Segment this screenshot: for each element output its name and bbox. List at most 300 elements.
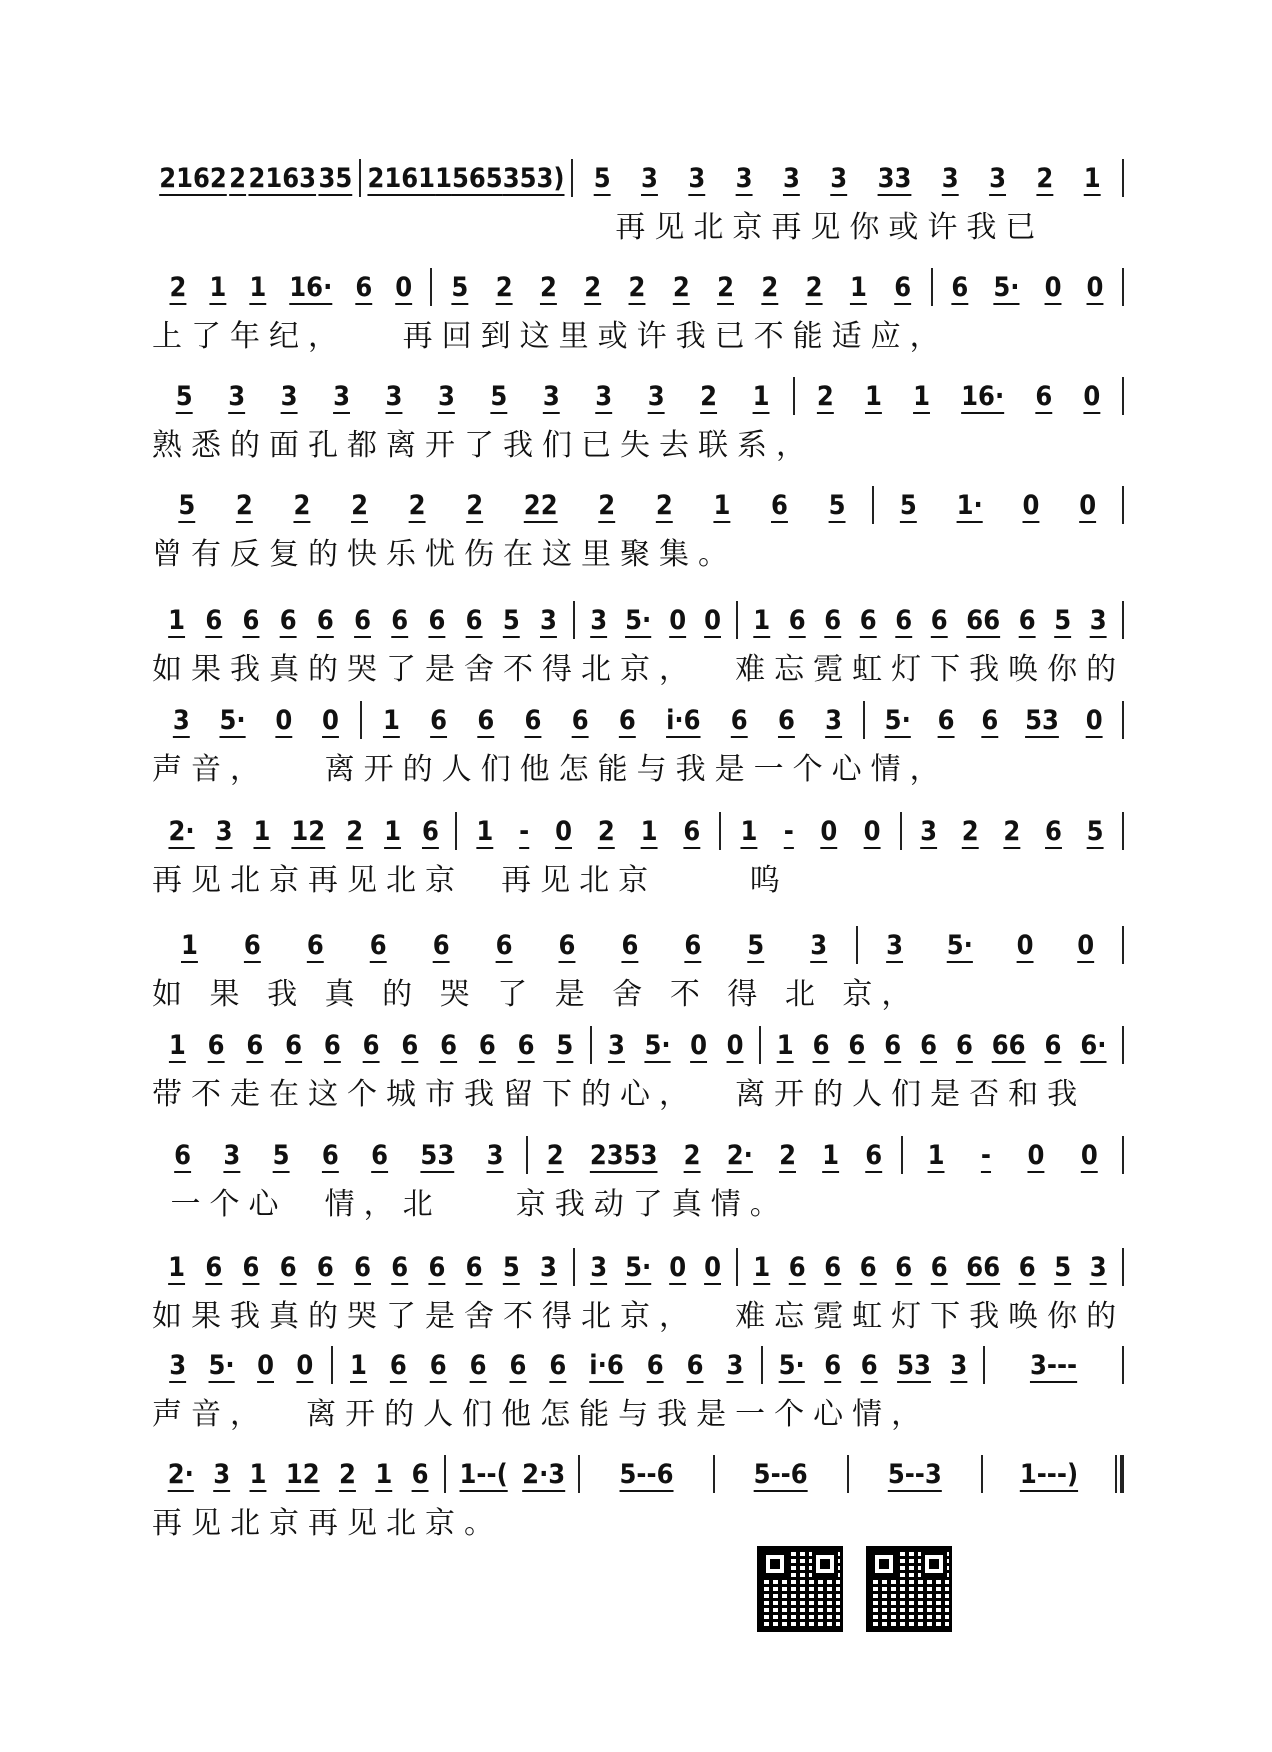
note: 6: [517, 1029, 535, 1061]
note: 0: [726, 1029, 744, 1061]
note: 2: [779, 1139, 796, 1171]
lyrics-line: 上了年纪， 再回到这里或许我已不能适应，: [152, 319, 949, 354]
note: 3: [280, 380, 298, 412]
note: 3: [486, 1139, 504, 1171]
note: 1: [740, 815, 758, 847]
note: 2: [700, 380, 718, 412]
note: 6: [730, 704, 748, 736]
note: 0: [820, 815, 838, 847]
lyrics-line: 再见北京再见北京。: [152, 1506, 503, 1541]
measure: [152, 381, 793, 412]
note: 1: [822, 1139, 840, 1171]
note: 5--6: [753, 1458, 808, 1490]
note: 2: [584, 271, 602, 303]
note: 6: [205, 604, 223, 636]
note: 5·: [778, 1349, 805, 1381]
measure: [573, 163, 1123, 194]
barline: [1122, 268, 1124, 306]
note: -: [980, 1139, 992, 1171]
note: 2163: [248, 162, 317, 194]
measure: [763, 1350, 983, 1381]
note: 2: [466, 489, 484, 521]
notation-line: [152, 927, 1124, 963]
note: 6: [207, 1029, 225, 1061]
note: 0: [1016, 929, 1034, 961]
note: 5: [1054, 604, 1072, 636]
note: 1: [1083, 162, 1101, 194]
measure: [528, 1140, 902, 1171]
score-row: [152, 378, 1124, 463]
note: 3: [540, 1251, 557, 1283]
measure: [715, 1459, 847, 1490]
qr-code-left: [757, 1546, 843, 1632]
lyrics-line: 如果我真的哭了是舍不得北京， 难忘霓虹灯下我唤你的: [152, 1299, 1126, 1334]
note: 2: [717, 271, 734, 303]
note: 0: [257, 1349, 274, 1381]
note: 6: [429, 1349, 447, 1381]
note: 6: [469, 1349, 487, 1381]
note: 2: [235, 489, 253, 521]
note: 1: [435, 162, 452, 194]
note: 3: [920, 815, 938, 847]
note: 33: [877, 162, 912, 194]
note: 1: [350, 1349, 367, 1381]
note: 6: [362, 1029, 380, 1061]
note: 353): [502, 162, 565, 194]
barline: [1122, 159, 1124, 197]
note: 6: [930, 1251, 948, 1283]
note: 5·: [644, 1029, 671, 1061]
note: 22: [523, 489, 558, 521]
barline: [1122, 812, 1124, 850]
barline: [1122, 1346, 1124, 1384]
note: 0: [395, 271, 413, 303]
note: 6: [549, 1349, 567, 1381]
note: 66: [966, 1251, 1001, 1283]
note: 6: [478, 1029, 496, 1061]
note: 6: [465, 604, 483, 636]
note: 6: [955, 1029, 973, 1061]
note: 5·: [208, 1349, 235, 1381]
note: 6: [859, 604, 877, 636]
note: 6: [1035, 380, 1053, 412]
note: 5·: [884, 704, 911, 736]
measure: [575, 1252, 736, 1283]
note: 2: [346, 815, 364, 847]
lyrics-line: 再见北京再见你或许我已: [152, 210, 1045, 245]
note: 2: [672, 271, 690, 303]
note: 6: [391, 604, 409, 636]
note: 6: [981, 704, 999, 736]
note: 2: [539, 271, 557, 303]
note: 1---): [1019, 1458, 1079, 1490]
note: 53: [897, 1349, 931, 1381]
note: 5: [593, 162, 611, 194]
notation-line: [152, 160, 1124, 196]
note: 2: [1003, 815, 1021, 847]
note: 6: [524, 704, 542, 736]
measure: [152, 930, 856, 961]
note: i·6: [666, 704, 701, 736]
note: 0: [1044, 271, 1062, 303]
measure: [738, 605, 1122, 636]
note: 5: [490, 380, 508, 412]
note: 3: [590, 604, 608, 636]
note: 0: [669, 1251, 687, 1283]
note: 53: [1025, 704, 1059, 736]
note: 3: [886, 929, 904, 961]
note: 5·: [946, 929, 973, 961]
note: 0: [863, 815, 881, 847]
note: 1: [168, 1029, 186, 1061]
note: 1: [375, 1458, 393, 1490]
note: 6: [495, 929, 513, 961]
note: 2·: [726, 1139, 753, 1171]
note: 6: [848, 1029, 866, 1061]
measure: [152, 163, 359, 194]
note: 5: [178, 489, 196, 521]
note: 66: [966, 604, 1001, 636]
measure: [858, 930, 1122, 961]
note: 1: [476, 815, 494, 847]
note: 2: [546, 1139, 564, 1171]
note: 2: [597, 815, 615, 847]
note: 1: [753, 604, 771, 636]
note: 16·: [961, 380, 1005, 412]
measure: [152, 605, 573, 636]
measure: [152, 705, 360, 736]
note: 6: [646, 1349, 664, 1381]
note: 6: [428, 1251, 446, 1283]
note: 2: [655, 489, 673, 521]
notation-line: [152, 1027, 1124, 1063]
note: 0: [1085, 704, 1103, 736]
note: -: [519, 815, 530, 847]
score-row: [152, 602, 1126, 687]
measure: [849, 1459, 981, 1490]
note: 6: [824, 1251, 842, 1283]
measure: [333, 1350, 761, 1381]
score-row: [152, 702, 1124, 787]
score-row: [152, 487, 1124, 572]
note: 6: [860, 1349, 878, 1381]
note: 6: [1045, 815, 1062, 847]
note: 6: [369, 929, 387, 961]
measure: [874, 490, 1122, 521]
score-row: [152, 813, 1124, 898]
note: 2162: [159, 162, 227, 194]
note: 0: [1077, 929, 1095, 961]
note: 3: [825, 704, 843, 736]
note: 1: [253, 815, 271, 847]
notation-line: [152, 1456, 1124, 1492]
note: 6: [895, 1251, 913, 1283]
measure: [575, 605, 736, 636]
note: 3: [830, 162, 848, 194]
notation-line: [152, 487, 1124, 523]
barline: [1122, 377, 1124, 415]
note: 1: [382, 704, 400, 736]
measure: [592, 1030, 759, 1061]
score-row: [152, 1249, 1126, 1334]
note: 0: [1086, 271, 1104, 303]
note: 6: [684, 929, 702, 961]
barline: [1122, 1136, 1124, 1174]
note: 3: [941, 162, 959, 194]
measure: [432, 272, 931, 303]
note: 0: [275, 704, 293, 736]
note: 1: [168, 1251, 186, 1283]
score-row: [152, 1027, 1124, 1112]
note: 5·: [993, 271, 1020, 303]
barline: [1115, 1455, 1124, 1493]
notation-line: [152, 1249, 1124, 1285]
note: 3: [595, 380, 613, 412]
note: 6: [246, 1029, 264, 1061]
note: 6: [895, 604, 913, 636]
note: 6: [865, 1139, 883, 1171]
measure: [580, 1459, 712, 1490]
note: 6: [884, 1029, 902, 1061]
note: 3: [215, 815, 233, 847]
measure: [362, 705, 863, 736]
note: 2: [1036, 162, 1054, 194]
note: 16·: [289, 271, 333, 303]
note: 6: [1044, 1029, 1062, 1061]
note: 0: [1079, 489, 1097, 521]
note: 6: [428, 604, 446, 636]
note: 0: [322, 704, 339, 736]
note: 5: [272, 1139, 290, 1171]
measure: [152, 1030, 590, 1061]
note: 6: [859, 1251, 877, 1283]
notation-line: [152, 378, 1124, 414]
note: 5: [899, 489, 917, 521]
measure: [457, 816, 719, 847]
note: 6: [788, 1251, 806, 1283]
note: 5: [502, 604, 520, 636]
note: 2: [761, 271, 779, 303]
note: 6: [432, 929, 450, 961]
note: 1: [249, 271, 267, 303]
note: 6: [389, 1349, 407, 1381]
note: 6: [371, 1139, 389, 1171]
note: 6: [812, 1029, 830, 1061]
note: 6: [306, 929, 324, 961]
note: 6: [930, 604, 948, 636]
note: 2353: [589, 1139, 658, 1171]
note: 3: [989, 162, 1007, 194]
note: 565: [451, 162, 503, 194]
barline: [1122, 1026, 1124, 1064]
note: 3: [228, 380, 246, 412]
note: 6: [279, 604, 297, 636]
note: 12: [285, 1458, 320, 1490]
note: 3: [641, 162, 658, 194]
lyrics-line: 带不走在这个城市我留下的心， 离开的人们是否和我: [152, 1077, 1087, 1112]
note: 2: [229, 162, 247, 194]
note: 0: [704, 1251, 721, 1283]
lyrics-line: 一个心 情，北 京我动了真情。: [152, 1187, 789, 1222]
note: 6: [354, 1251, 371, 1283]
note: 6: [788, 604, 806, 636]
note: 5·: [625, 604, 652, 636]
note: 6: [824, 604, 842, 636]
note: 1: [864, 380, 882, 412]
note: 6: [323, 1029, 341, 1061]
note: 6·: [1080, 1029, 1107, 1061]
note: 35: [318, 162, 353, 194]
note: 53: [420, 1139, 455, 1171]
note: 5: [828, 489, 846, 521]
note: 5: [747, 929, 765, 961]
note: 6: [243, 929, 261, 961]
note: i·6: [589, 1349, 624, 1381]
note: 5: [556, 1029, 574, 1061]
note: 0: [1027, 1139, 1045, 1171]
lyrics-line: 再见北京再见北京 再见北京 呜: [152, 863, 789, 898]
note: 6: [509, 1349, 527, 1381]
note: 3: [647, 380, 665, 412]
notation-line: [152, 813, 1124, 849]
qr-code-right: [866, 1546, 952, 1632]
note: 3: [542, 380, 560, 412]
note: 2: [816, 380, 834, 412]
lyrics-line: 曾有反复的快乐忧伤在这里聚集。: [152, 537, 737, 572]
measure: [985, 1350, 1122, 1381]
note: 3: [385, 380, 403, 412]
note: 1: [776, 1029, 794, 1061]
note: 1: [913, 380, 930, 412]
note: 6: [242, 1251, 260, 1283]
note: 2·: [167, 1458, 194, 1490]
note: 6: [316, 1251, 334, 1283]
measure: [761, 1030, 1122, 1061]
measure: [933, 272, 1122, 303]
note: 1: [752, 380, 770, 412]
note: 6: [465, 1251, 483, 1283]
note: 5--6: [619, 1458, 674, 1490]
note: 1: [209, 271, 227, 303]
note: 1--(: [459, 1458, 508, 1490]
note: 3: [223, 1139, 241, 1171]
lyrics-line: 声音， 离开的人们他怎能与我是一个心情，: [152, 752, 949, 787]
note: 5: [502, 1251, 520, 1283]
note: 2·3: [522, 1458, 566, 1490]
notation-line: [152, 1137, 1124, 1173]
measure: [152, 272, 430, 303]
note: 1: [927, 1139, 945, 1171]
note: 6: [571, 704, 589, 736]
note: 6: [824, 1349, 842, 1381]
note: 1: [849, 271, 867, 303]
score-row: [152, 1347, 1124, 1432]
note: 3: [688, 162, 706, 194]
note: 6: [951, 271, 969, 303]
measure: [903, 1140, 1122, 1171]
note: 6: [618, 704, 636, 736]
note: 6: [279, 1251, 297, 1283]
note: 0: [704, 604, 721, 636]
note: 6: [1018, 604, 1036, 636]
measure: [902, 816, 1122, 847]
note: 1: [181, 929, 198, 961]
note: 2: [598, 489, 616, 521]
note: 0: [690, 1029, 708, 1061]
note: 2: [408, 489, 426, 521]
note: 0: [1083, 380, 1101, 412]
note: 0: [1022, 489, 1040, 521]
note: 0: [296, 1349, 314, 1381]
note: 3: [540, 604, 557, 636]
note: 6: [1018, 1251, 1036, 1283]
note: 6: [285, 1029, 303, 1061]
note: 1·: [956, 489, 983, 521]
note: 5·: [625, 1251, 652, 1283]
note: 6: [430, 704, 448, 736]
score-row: [152, 269, 1124, 354]
notation-line: [152, 602, 1124, 638]
note: 6: [558, 929, 576, 961]
note: 0: [669, 604, 687, 636]
measure: [361, 163, 570, 194]
note: 6: [354, 604, 371, 636]
note: 6: [401, 1029, 419, 1061]
note: 6: [477, 704, 495, 736]
note: -: [783, 815, 794, 847]
note: 6: [894, 271, 912, 303]
note: 3: [437, 380, 455, 412]
note: 6: [621, 929, 639, 961]
measure: [152, 490, 872, 521]
note: 3: [735, 162, 753, 194]
note: 6: [683, 815, 701, 847]
note: 2: [683, 1139, 701, 1171]
note: 6: [391, 1251, 409, 1283]
measure: [152, 1140, 526, 1171]
lyrics-line: 如果我真的哭了是舍不得北京， 难忘霓虹灯下我唤你的: [152, 652, 1126, 687]
note: 3: [608, 1029, 625, 1061]
note: 2: [805, 271, 823, 303]
measure: [446, 1459, 578, 1490]
note: 6: [937, 704, 955, 736]
note: 6: [242, 604, 260, 636]
measure: [152, 1350, 331, 1381]
lyrics-line: 声音， 离开的人们他怎能与我是一个心情，: [152, 1397, 931, 1432]
note: 2: [351, 489, 368, 521]
note: 3: [590, 1251, 608, 1283]
note: 5·: [219, 704, 246, 736]
note: 2: [495, 271, 513, 303]
notation-line: [152, 1347, 1124, 1383]
note: 6: [421, 815, 439, 847]
note: 2: [961, 815, 979, 847]
note: 5: [175, 380, 193, 412]
measure: [738, 1252, 1122, 1283]
note: 3: [169, 1349, 187, 1381]
note: 1: [384, 815, 401, 847]
note: 6: [205, 1251, 223, 1283]
note: 6: [174, 1139, 192, 1171]
note: 66: [991, 1029, 1026, 1061]
note: 3: [810, 929, 828, 961]
note: 6: [440, 1029, 458, 1061]
note: 6: [686, 1349, 704, 1381]
note: 5--3: [887, 1458, 942, 1490]
measure: [795, 381, 1122, 412]
note: 1: [249, 1458, 267, 1490]
barline: [1122, 601, 1124, 639]
